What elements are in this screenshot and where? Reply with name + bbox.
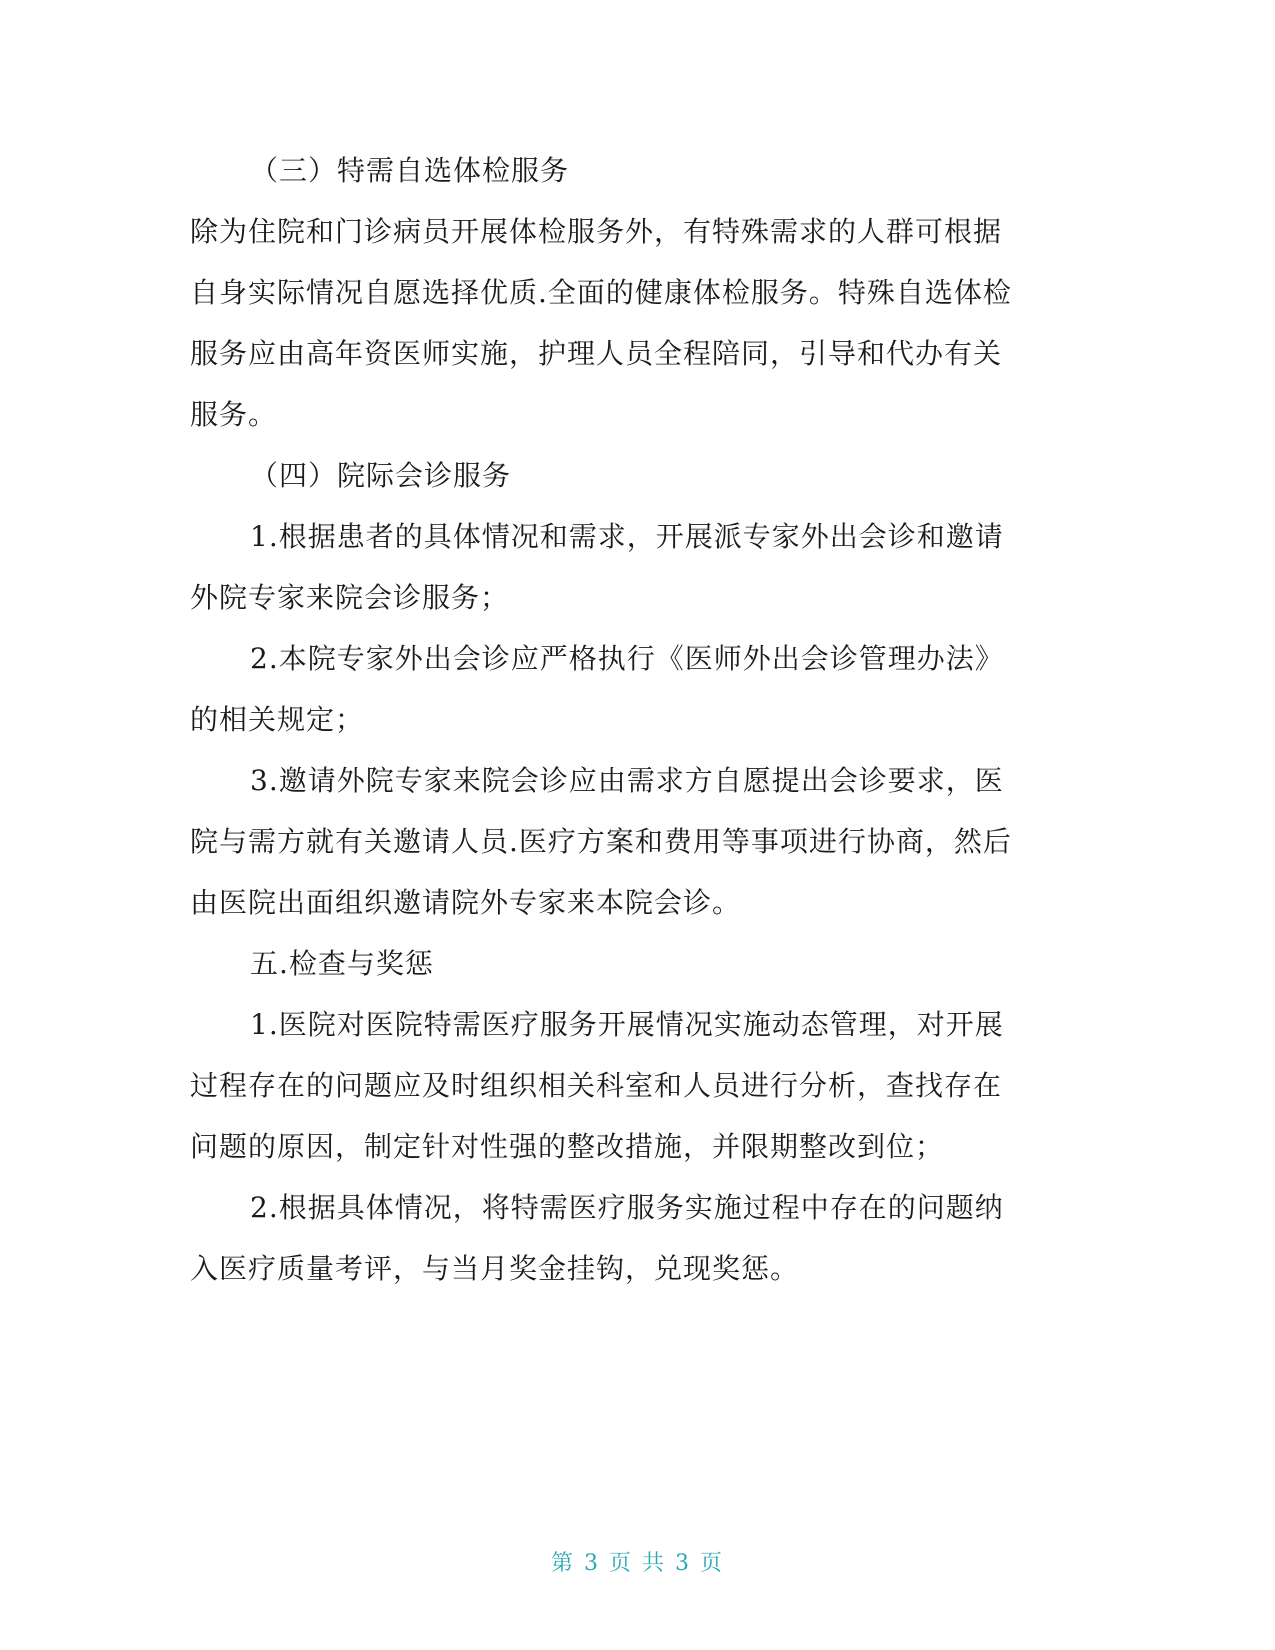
section-heading-3: （三）特需自选体检服务	[250, 154, 570, 187]
list-item-line: 由医院出面组织邀请院外专家来本院会诊。	[190, 886, 742, 919]
list-item-line: 3.邀请外院专家来院会诊应由需求方自愿提出会诊要求，医	[250, 764, 1004, 797]
document-body	[190, 140, 1090, 1299]
list-item-line: 入医疗质量考评，与当月奖金挂钩，兑现奖惩。	[190, 1252, 800, 1285]
list-item-line: 1.根据患者的具体情况和需求，开展派专家外出会诊和邀请	[250, 520, 1004, 553]
list-item-line: 院与需方就有关邀请人员.医疗方案和费用等事项进行协商，然后	[190, 825, 1012, 858]
list-item-line: 1.医院对医院特需医疗服务开展情况实施动态管理，对开展	[250, 1008, 1004, 1041]
paragraph-line: 服务。	[190, 398, 278, 431]
list-item-line: 2.本院专家外出会诊应严格执行《医师外出会诊管理办法》	[250, 642, 1004, 675]
page-number-footer: 第 3 页 共 3 页	[551, 1551, 724, 1576]
paragraph-line: 除为住院和门诊病员开展体检服务外，有特殊需求的人群可根据	[190, 215, 1003, 248]
list-item-line: 2.根据具体情况，将特需医疗服务实施过程中存在的问题纳	[250, 1191, 1004, 1224]
list-item-line: 过程存在的问题应及时组织相关科室和人员进行分析，查找存在	[190, 1069, 1003, 1102]
section-heading-5: 五.检查与奖惩	[250, 947, 434, 980]
list-item-line: 外院专家来院会诊服务；	[190, 581, 510, 614]
section-heading-4: （四）院际会诊服务	[250, 459, 512, 492]
list-item-line: 问题的原因，制定针对性强的整改措施，并限期整改到位；	[190, 1130, 945, 1163]
list-item-line: 的相关规定；	[190, 703, 365, 736]
paragraph-line: 服务应由高年资医师实施，护理人员全程陪同，引导和代办有关	[190, 337, 1003, 370]
paragraph-line: 自身实际情况自愿选择优质.全面的健康体检服务。特殊自选体检	[190, 276, 1012, 309]
